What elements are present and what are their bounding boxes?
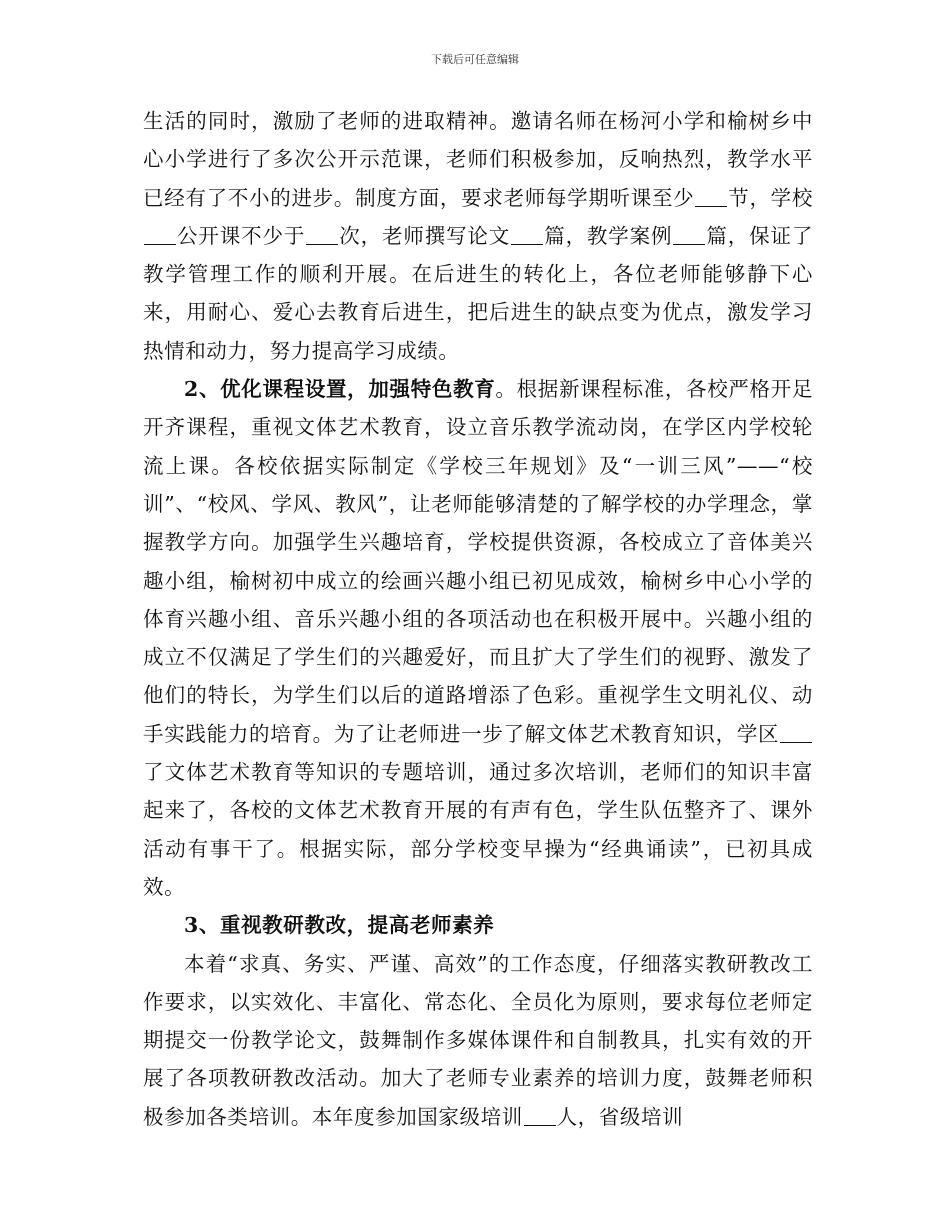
text-run: 。根据新课程标准，各校严格开足开齐课程，重视文体艺术教育，设立音乐教学流动岗，在学区内学校轮流上课。各校依据实际制定《学校三年规划》及“一训三风”——“校训”、“校风、学风、教风”，让老师能够清楚的了解学校的办学理念，掌握教学方向。加强学生兴趣培育，学校提供资源，各校成立了音体美兴趣小组，榆树初中成立的绘画兴趣小组已初见成效，榆树乡中心小学的体育兴趣小组、音乐兴趣小组的各项活动也在积极开展中。兴趣小组的成立不仅满足了学生们的兴趣爱好，而且扩大了学生们的视野、激发了他们的特长，为学生们以后的道路增添了色彩。重视学生文明礼仪、动手实践能力的培育。为了让老师进一步了解文体艺术教育知识，学区 bbox=[143, 377, 813, 746]
section-heading: 3、重视教研教改，提高老师素养 bbox=[184, 913, 495, 938]
text-run: 了文体艺术教育等知识的专题培训，通过多次培训，老师们的知识丰富起来了，各校的文体艺术教育开展的有声有色，学生队伍整齐了、课外活动有事干了。根据实际，部分学校变早操为“经典诵读”，已初具成效。 bbox=[143, 760, 813, 899]
paragraph-4 bbox=[143, 945, 813, 1136]
fill-in-blank bbox=[524, 1106, 556, 1126]
section-heading: 2、优化课程设置，加强特色教育 bbox=[184, 377, 496, 402]
text-run: 人，省级培训 bbox=[556, 1104, 684, 1129]
page-header: 下载后可任意编辑 bbox=[431, 53, 519, 66]
paragraph-3-heading bbox=[143, 906, 813, 944]
text-run: 本着“求真、务实、严谨、高效”的工作态度，仔细落实教研教改工作要求，以实效化、丰富化、常态化、全员化为原则，要求每位老师定期提交一份教学论文，鼓舞制作多媒体课件和自制教具，扎实有效的开展了各项教研教改活动。加大了老师专业素养的培训力度，鼓舞老师积极参加各类培训。本年度参加国家级培训 bbox=[143, 951, 813, 1129]
fill-in-blank bbox=[306, 225, 338, 245]
text-run: 公开课不少于 bbox=[176, 223, 306, 248]
paragraph-1 bbox=[143, 102, 813, 370]
fill-in-blank bbox=[780, 723, 812, 743]
text-run: 次，老师撰写论文 bbox=[338, 223, 511, 248]
text-run: 节，学校 bbox=[728, 185, 813, 210]
text-run: 篇，教学案例 bbox=[543, 223, 673, 248]
fill-in-blank bbox=[144, 225, 176, 245]
fill-in-blank bbox=[673, 225, 705, 245]
paragraph-2 bbox=[143, 370, 813, 906]
fill-in-blank bbox=[695, 187, 727, 207]
text-run: 生活的同时，激励了老师的进取精神。邀请名师在杨河小学和榆树乡中心小学进行了多次公开示范课，老师们积极参加，反响热烈，教学水平已经有了不小的进步。制度方面，要求老师每学期听课至少 bbox=[143, 109, 813, 210]
document-body bbox=[143, 102, 813, 1136]
fill-in-blank bbox=[511, 225, 543, 245]
text-run: 篇，保证了教学管理工作的顺利开展。在后进生的转化上，各位老师能够静下心来，用耐心、爱心去教育后进生，把后进生的缺点变为优点，激发学习热情和动力，努力提高学习成绩。 bbox=[143, 223, 813, 363]
